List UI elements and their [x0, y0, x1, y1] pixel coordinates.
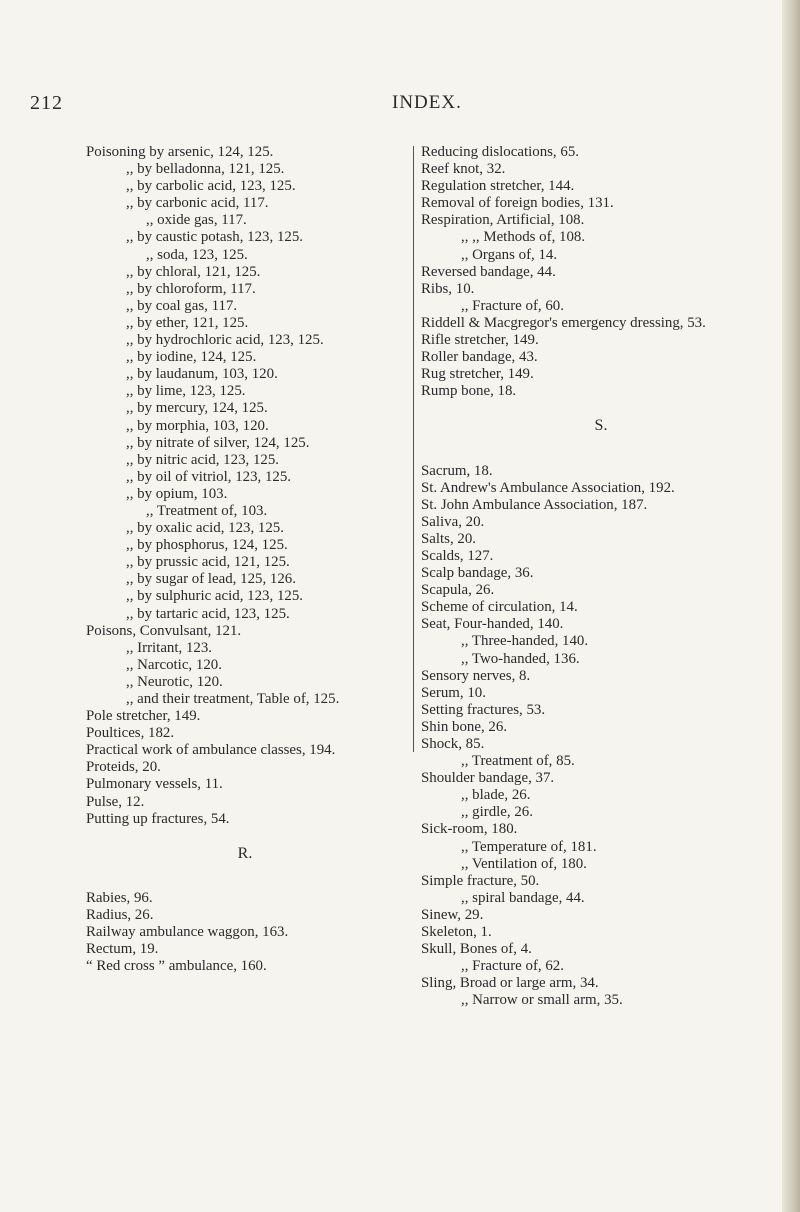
index-entry: Reef knot, 32.	[421, 161, 506, 178]
index-entry: ,, by belladonna, 121, 125.	[126, 161, 285, 178]
index-entry: ,, Temperature of, 181.	[461, 838, 597, 855]
page-edge-shadow	[782, 0, 800, 1212]
index-entry: Regulation stretcher, 144.	[421, 178, 575, 195]
index-entry: Scalds, 127.	[421, 547, 494, 564]
index-entry: St. Andrew's Ambulance Association, 192.	[421, 479, 675, 496]
index-entry: Pole stretcher, 149.	[86, 708, 201, 725]
index-entry: “ Red cross ” ambulance, 160.	[86, 958, 267, 975]
index-entry: ,, Narcotic, 120.	[126, 656, 222, 673]
index-entry: ,, soda, 123, 125.	[146, 246, 248, 263]
index-entry: ,, by carbolic acid, 123, 125.	[126, 178, 296, 195]
index-entry: ,, Organs of, 14.	[461, 246, 558, 263]
index-entry: ,, by iodine, 124, 125.	[126, 349, 257, 366]
index-entry: ,, Narrow or small arm, 35.	[461, 992, 623, 1009]
index-entry: ,, by phosphorus, 124, 125.	[126, 537, 288, 554]
index-entry: Saliva, 20.	[421, 513, 485, 530]
page-header	[0, 92, 800, 118]
index-entry: Pulse, 12.	[86, 793, 145, 810]
index-entry: Reducing dislocations, 65.	[421, 144, 579, 160]
index-entry: ,, and their treatment, Table of, 125.	[126, 691, 340, 707]
index-entry: Rug stretcher, 149.	[421, 366, 534, 383]
index-entry: Sensory nerves, 8.	[421, 667, 531, 684]
index-entry: Shoulder bandage, 37.	[421, 770, 555, 787]
index-entry: ,, Treatment of, 85.	[461, 753, 575, 770]
index-entry: ,, spiral bandage, 44.	[461, 889, 585, 906]
index-entry: ,, oxide gas, 117.	[146, 212, 247, 229]
index-entry: ,, Treatment of, 103.	[146, 502, 268, 519]
index-entry: ,, by opium, 103.	[126, 485, 228, 502]
index-column-right	[421, 144, 781, 1010]
index-entry: ,, by carbonic acid, 117.	[126, 195, 269, 212]
index-entry: ,, by coal gas, 117.	[126, 297, 238, 314]
index-entry: Seat, Four-handed, 140.	[421, 616, 564, 633]
index-entry: Respiration, Artificial, 108.	[421, 212, 585, 229]
index-entry: ,, by sulphuric acid, 123, 125.	[126, 588, 304, 605]
index-entry: ,, by ether, 121, 125.	[126, 314, 249, 331]
index-entry: Poultices, 182.	[86, 725, 175, 742]
index-entry: Poisoning by arsenic, 124, 125.	[86, 144, 274, 160]
index-entry: Serum, 10.	[421, 684, 486, 701]
index-entry: Scheme of circulation, 14.	[421, 599, 578, 616]
index-entry: ,, by chloral, 121, 125.	[126, 263, 261, 280]
index-entry: Salts, 20.	[421, 530, 477, 547]
index-entry: Roller bandage, 43.	[421, 349, 538, 366]
index-entry: Practical work of ambulance classes, 194.	[86, 742, 336, 759]
index-entry: Poisons, Convulsant, 121.	[86, 622, 242, 639]
index-entry: ,, Neurotic, 120.	[126, 673, 223, 690]
index-entry: Railway ambulance waggon, 163.	[86, 924, 289, 941]
index-entry: Reversed bandage, 44.	[421, 263, 556, 280]
index-entry: ,, by caustic potash, 123, 125.	[126, 229, 304, 246]
index-entry: ,, Ventilation of, 180.	[461, 855, 587, 872]
index-entry: Scapula, 26.	[421, 582, 495, 599]
index-entry: ,, ,, Methods of, 108.	[461, 229, 586, 246]
index-entry: Simple fracture, 50.	[421, 872, 540, 889]
index-entry: Rabies, 96.	[86, 889, 153, 906]
index-entry: ,, Irritant, 123.	[126, 639, 213, 656]
index-entry: ,, Fracture of, 60.	[461, 297, 564, 314]
index-entry: ,, by chloroform, 117.	[126, 280, 256, 297]
index-entry: ,, Three-handed, 140.	[461, 633, 589, 650]
index-entry: ,, by oil of vitriol, 123, 125.	[126, 468, 292, 485]
index-entry: Sinew, 29.	[421, 906, 484, 923]
index-entry: ,, by hydrochloric acid, 123, 125.	[126, 332, 324, 349]
index-entry: ,, by oxalic acid, 123, 125.	[126, 520, 284, 537]
index-entry: Shin bone, 26.	[421, 718, 508, 735]
index-entry: Radius, 26.	[86, 906, 154, 923]
index-entry: ,, blade, 26.	[461, 787, 531, 804]
index-entry: Proteids, 20.	[86, 759, 161, 776]
column-divider	[413, 146, 414, 752]
index-entry: ,, Fracture of, 62.	[461, 958, 564, 975]
index-entry: ,, by nitrate of silver, 124, 125.	[126, 434, 310, 451]
index-entry: Scalp bandage, 36.	[421, 565, 534, 582]
index-entry: ,, by tartaric acid, 123, 125.	[126, 605, 290, 622]
running-head: INDEX.	[392, 92, 462, 113]
index-entry: Putting up fractures, 54.	[86, 810, 230, 827]
index-entry: Sacrum, 18.	[421, 462, 493, 479]
index-entry: Rump bone, 18.	[421, 383, 517, 400]
index-entry: Rectum, 19.	[86, 941, 159, 958]
index-entry: Skull, Bones of, 4.	[421, 941, 532, 958]
index-entry: Sick-room, 180.	[421, 821, 518, 838]
index-entry: ,, by sugar of lead, 125, 126.	[126, 571, 296, 588]
index-entry: Rifle stretcher, 149.	[421, 332, 539, 349]
index-entry: Pulmonary vessels, 11.	[86, 776, 223, 793]
index-entry: Setting fractures, 53.	[421, 701, 546, 718]
index-entry: ,, by lime, 123, 125.	[126, 383, 246, 400]
index-entry: Sling, Broad or large arm, 34.	[421, 975, 599, 992]
index-entry: ,, by morphia, 103, 120.	[126, 417, 269, 434]
section-letter: R.	[237, 844, 253, 862]
index-entry: ,, by mercury, 124, 125.	[126, 400, 268, 417]
index-entry: Shock, 85.	[421, 736, 485, 752]
page-number: 212	[30, 92, 63, 114]
index-entry: Skeleton, 1.	[421, 924, 492, 941]
index-entry: ,, by prussic acid, 121, 125.	[126, 554, 290, 571]
section-letter: S.	[594, 417, 608, 435]
index-entry: St. John Ambulance Association, 187.	[421, 496, 648, 513]
index-entry: Removal of foreign bodies, 131.	[421, 195, 614, 212]
index-entry: ,, Two-handed, 136.	[461, 650, 580, 667]
index-entry: ,, girdle, 26.	[461, 804, 533, 821]
index-entry: ,, by laudanum, 103, 120.	[126, 366, 278, 383]
index-column-left	[86, 144, 404, 975]
index-entry: ,, by nitric acid, 123, 125.	[126, 451, 280, 468]
index-entry: Ribs, 10.	[421, 280, 475, 297]
index-entry: Riddell & Macgregor's emergency dressing, 53.	[421, 314, 706, 331]
